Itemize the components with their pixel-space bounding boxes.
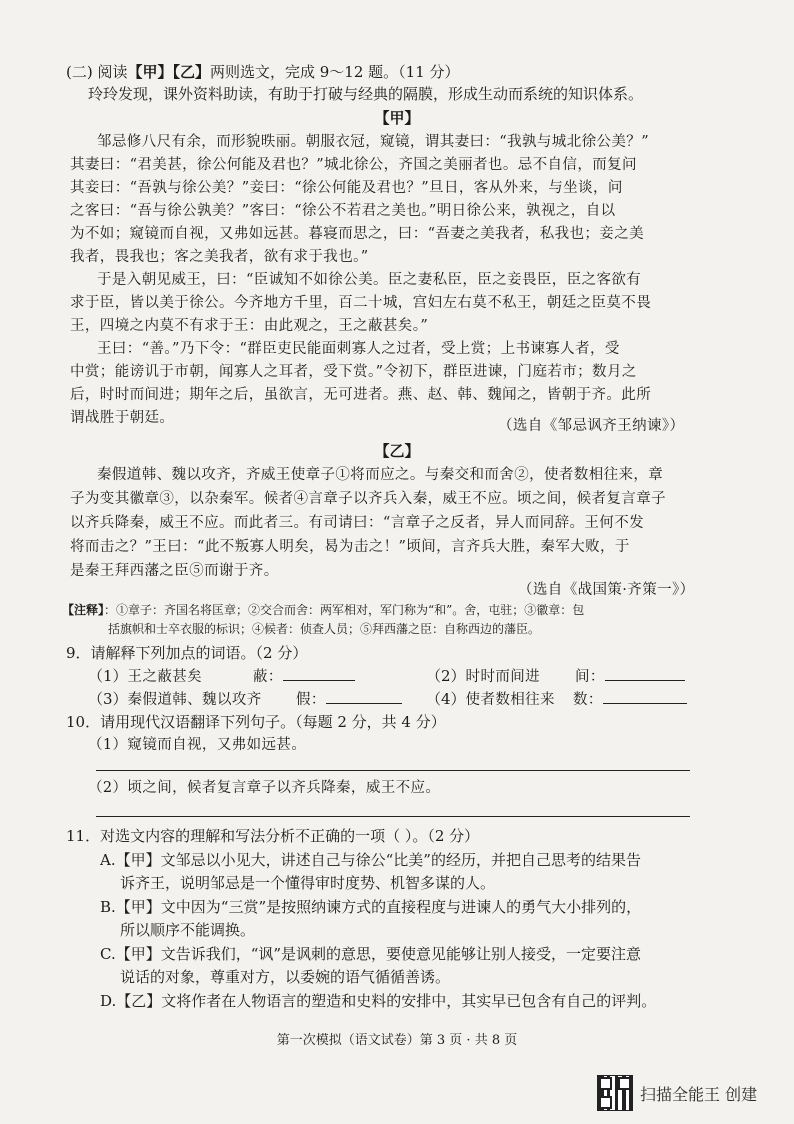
q9-stem: 9．请解释下列加点的词语。（2 分） bbox=[66, 644, 308, 662]
yi-line: 以齐兵降秦，威王不应。而此者三。有司请曰：“言章子之反者，异人而同辞。王何不发 bbox=[70, 515, 645, 531]
jia-line: 后，时时而间进；期年之后，虽欲言，无可进者。燕、赵、韩、魏闻之，皆朝于齐。此所 bbox=[70, 387, 652, 403]
item-num: （2） bbox=[426, 667, 466, 685]
jia-line: 为不如；窥镜而自视，又弗如远甚。暮寝而思之，曰：“吾妻之美我者，私我也；妾之美 bbox=[70, 226, 645, 242]
q9-item-1 bbox=[88, 666, 202, 687]
q9-item-2-word bbox=[575, 666, 685, 687]
jia-line: 我者，畏我也；客之美我者，欲有求于我也。” bbox=[70, 249, 369, 265]
q9-item-2 bbox=[426, 666, 540, 687]
q11-option-c[interactable] bbox=[100, 944, 641, 964]
q11-option-a[interactable] bbox=[100, 850, 641, 870]
answer-blank[interactable] bbox=[605, 666, 685, 681]
passage-yi-label: 【乙】 bbox=[374, 442, 420, 460]
q10-item-2: （2）顷之间，候者复言章子以齐兵降秦，威王不应。 bbox=[88, 780, 441, 796]
q9-item-4-word bbox=[573, 689, 687, 710]
q11-option-b[interactable] bbox=[100, 897, 641, 917]
option-key: D. bbox=[100, 992, 117, 1010]
q9-item-3-word bbox=[296, 689, 402, 710]
option-key: A. bbox=[100, 851, 116, 869]
item-text: 使者数相往来 bbox=[465, 692, 555, 708]
item-num: （4） bbox=[426, 690, 466, 708]
item-word: 数： bbox=[573, 692, 603, 708]
item-text: 秦假道韩、魏以攻齐 bbox=[127, 692, 262, 708]
notes-label: 【注释】 bbox=[62, 603, 105, 617]
jia-line: 其妾曰：“吾孰与徐公美？”妾曰：“徐公何能及君也？”旦日，客从外来，与坐谈，问 bbox=[70, 180, 623, 196]
q11-option-d[interactable] bbox=[100, 991, 656, 1011]
item-text: 时时而间进 bbox=[465, 669, 541, 685]
q9-item-3 bbox=[88, 689, 262, 710]
answer-line[interactable] bbox=[96, 816, 690, 817]
option-key: C. bbox=[100, 945, 116, 963]
q9-item-4 bbox=[426, 689, 555, 710]
yi-line: 是秦王拜西藩之臣⑤而谢于齐。 bbox=[70, 563, 279, 579]
q11-option-b-cont: 所以顺序不能调换。 bbox=[120, 921, 256, 939]
jia-line: 谓战胜于朝廷。 bbox=[70, 410, 175, 426]
option-key: B. bbox=[100, 898, 116, 916]
q11-stem: 11．对选文内容的理解和写法分析不正确的一项（ ）。（2 分） bbox=[66, 827, 480, 845]
item-word: 间： bbox=[575, 669, 605, 685]
q10-stem: 10．请用现代汉语翻译下列句子。（每题 2 分，共 4 分） bbox=[66, 713, 446, 731]
yi-line: 子为变其徽章③，以杂秦军。候者④言章子以齐兵入秦，威王不应。顷之间，候者复言章子 bbox=[70, 491, 666, 507]
option-text: 【乙】文将作者在人物语言的塑造和史料的安排中，其实早已包含有自己的评判。 bbox=[116, 992, 657, 1010]
section-header bbox=[66, 62, 460, 82]
jia-line: 其妻曰：“君美甚，徐公何能及君也？”城北徐公，齐国之美丽者也。忌不自信，而复问 bbox=[70, 157, 637, 173]
item-text: 王之蔽甚矣 bbox=[127, 669, 203, 685]
passage-jia-label: 【甲】 bbox=[374, 109, 420, 127]
q11-option-a-cont: 诉齐王，说明邹忌是一个懂得审时度势、机智多谋的人。 bbox=[120, 874, 496, 892]
qr-code-icon bbox=[597, 1075, 633, 1111]
jia-line: 王，四境之内莫不有求于王：由此观之，王之蔽甚矣。” bbox=[70, 318, 429, 334]
q10-item-1: （1）窥镜而自视，又弗如远甚。 bbox=[88, 737, 307, 753]
jia-line: 之客曰：“吾与徐公孰美？”客曰：“徐公不若君之美也。”明日徐公来，孰视之，自以 bbox=[70, 203, 616, 219]
jia-line: 邹忌修八尺有余，而形貌昳丽。朝服衣冠，窥镜，谓其妻曰：“我孰与城北徐公美？” bbox=[97, 134, 650, 150]
section-prefix: (二) 阅读 bbox=[66, 63, 128, 81]
jia-line: 于是入朝见威王，曰：“臣诚知不如徐公美。臣之妻私臣，臣之妾畏臣，臣之客欲有 bbox=[97, 272, 642, 288]
intro-text: 玲玲发现，课外资料助读，有助于打破与经典的隔膜，形成生动而系统的知识体系。 bbox=[88, 85, 644, 103]
item-word: 假： bbox=[296, 692, 326, 708]
option-text: 【甲】文中因为“三赏”是按照纳谏方式的直接程度与进谏人的勇气大小排列的， bbox=[115, 898, 642, 916]
yi-line: 秦假道韩、魏以攻齐，齐威王使章子①将而应之。与秦交和而舍②，使者数相往来，章 bbox=[97, 467, 664, 483]
answer-line[interactable] bbox=[96, 770, 690, 771]
answer-blank[interactable] bbox=[283, 666, 355, 681]
scanner-brand: 扫描全能王 创建 bbox=[640, 1085, 758, 1104]
page-footer: 第一次模拟（语文试卷）第 3 页 · 共 8 页 bbox=[276, 1033, 518, 1048]
item-num: （3） bbox=[88, 690, 128, 708]
item-num: （1） bbox=[88, 667, 128, 685]
jia-line: 求于臣，皆以美于徐公。今齐地方千里，百二十城，宫妇左右莫不私王，朝廷之臣莫不畏 bbox=[70, 295, 652, 311]
jia-line: 王曰：“善。”乃下令：“群臣吏民能面刺寡人之过者，受上赏；上书谏寡人者，受 bbox=[97, 341, 620, 357]
option-text: 【甲】文邹忌以小见大，讲述自己与徐公“比美”的经历，并把自己思考的结果告 bbox=[115, 851, 641, 869]
q9-item-1-word bbox=[253, 666, 355, 687]
section-brackets: 【甲】【乙】 bbox=[127, 63, 210, 81]
notes-text-1: ：①章子：齐国名将匡章；②交合而舍：两军相对，军门称为“和”。舍，屯驻；③徽章：包 bbox=[104, 603, 585, 617]
notes-line-2: 括旗帜和士卒衣服的标识；④候者：侦查人员；⑤拜西藩之臣：自称西边的藩臣。 bbox=[108, 622, 541, 636]
option-text: 【甲】文告诉我们，“讽”是讽刺的意思，要使意见能够让别人接受，一定要注意 bbox=[115, 945, 642, 963]
answer-blank[interactable] bbox=[326, 689, 402, 704]
q11-option-c-cont: 说话的对象，尊重对方，以委婉的语气循循善诱。 bbox=[120, 968, 451, 986]
jia-source: （选自《邹忌讽齐王纳谏》） bbox=[498, 418, 685, 434]
section-rest: 两则选文，完成 9～12 题。（11 分） bbox=[210, 63, 460, 81]
notes-line-1 bbox=[62, 601, 584, 619]
item-word: 蔽： bbox=[253, 669, 283, 685]
yi-source: （选自《战国策·齐策一》） bbox=[518, 582, 695, 598]
yi-line: 将而击之？”王曰：“此不叛寡人明矣，曷为击之！”顷间，言齐兵大胜，秦军大败，于 bbox=[70, 539, 630, 555]
answer-blank[interactable] bbox=[603, 689, 687, 704]
jia-line: 中赏；能谤讥于市朝，闻寡人之耳者，受下赏。”令初下，群臣进谏，门庭若市；数月之 bbox=[70, 364, 637, 380]
